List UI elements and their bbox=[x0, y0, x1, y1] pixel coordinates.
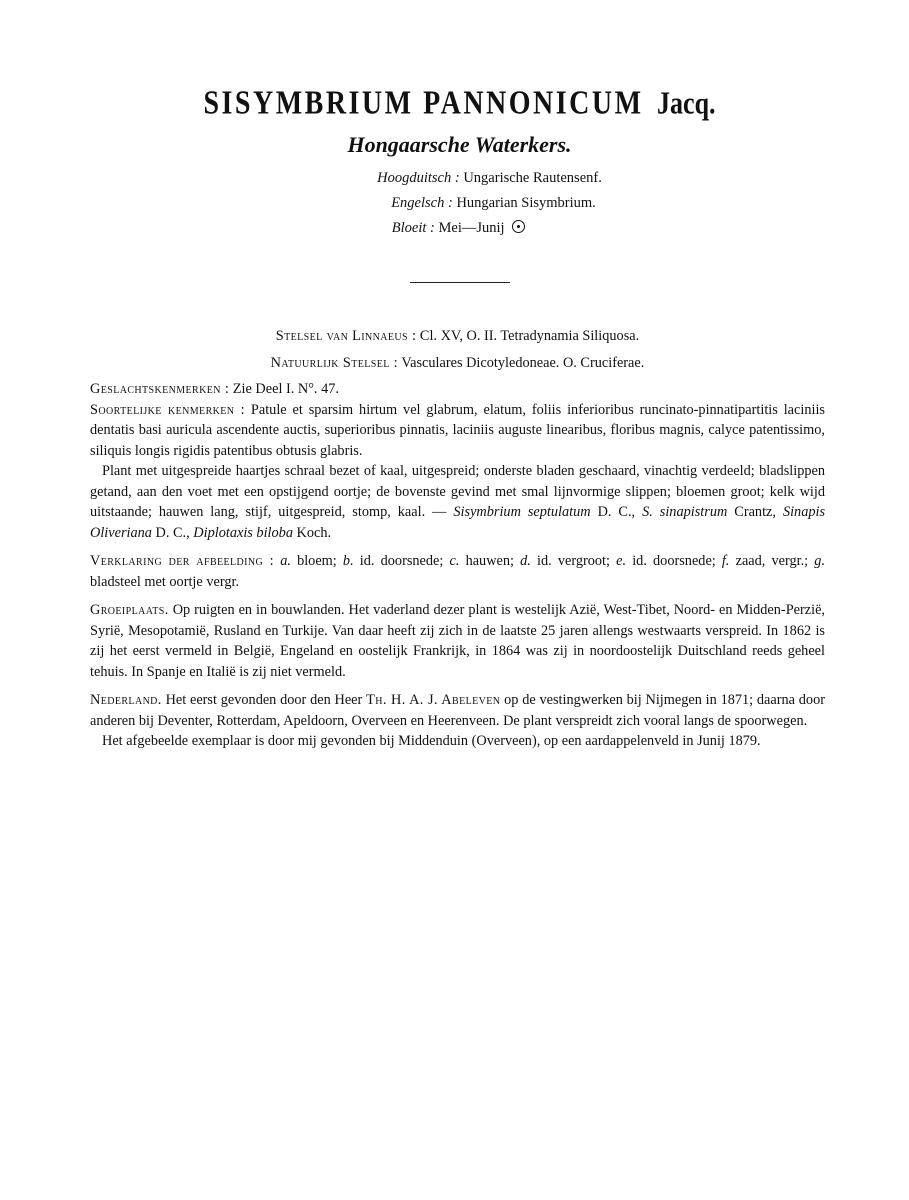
fig-c: c. bbox=[449, 553, 460, 569]
linnaeus-system bbox=[90, 326, 825, 347]
netherlands-label: Nederland. bbox=[90, 692, 162, 708]
species-label: Soortelijke kenmerken : bbox=[90, 401, 246, 418]
species-dutch: Plant met uitgespreide haartjes schraal bezet of kaal, uitgespreid; onderste bladen geschaard, vinachtig verdeeld; bladslippen getand, aan den voet met een opstijgend oortje; de bovenste gevind met smal lijnvormige slippen; bloemen groot; kelk wijd uitstaande; hauwen lang, stijf, uitgespreid, stomp, kaal. — bbox=[90, 463, 825, 520]
fig-e: e. bbox=[616, 553, 627, 569]
habitat-paragraph bbox=[90, 600, 825, 682]
title-main: SISYMBRIUM PANNONICUM bbox=[203, 84, 644, 122]
habitat-label: Groeiplaats. bbox=[90, 602, 169, 618]
netherlands-text-before: Het eerst gevonden door den Heer bbox=[165, 692, 363, 708]
synonym-1-author: D. C., bbox=[597, 504, 636, 520]
subtitle: Hongaarsche Waterkers. bbox=[347, 132, 572, 157]
specimen-text: Het afgebeelde exemplaar is door mij gevonden bij Middenduin (Overveen), op een aardappelenveld in Junij 1879. bbox=[102, 733, 761, 749]
netherlands-text-after: op de vestingwerken bij Nijmegen in 1871; daarna door anderen bij Deventer, Rotterdam, Apeldoorn, Overveen en Heerenveen. De plant verspreidt zich vooral langs de spoorwegen. bbox=[90, 692, 825, 729]
annual-sun-icon bbox=[512, 220, 525, 233]
species-characters-latin bbox=[90, 400, 825, 462]
english-label: Engelsch : bbox=[391, 195, 453, 211]
synonym-2: S. sinapistrum bbox=[642, 504, 728, 520]
figure-label: Verklaring der afbeelding : bbox=[90, 553, 275, 569]
german-name: Ungarische Rautensenf. bbox=[463, 170, 602, 186]
collector-name: Th. H. A. J. Abeleven bbox=[366, 692, 501, 708]
title-author: Jacq. bbox=[657, 86, 716, 121]
genus-value: Zie Deel I. N°. 47. bbox=[232, 381, 339, 397]
english-name-row bbox=[0, 191, 909, 216]
fig-a-text: bloem; bbox=[297, 553, 337, 569]
fig-e-text: id. doorsnede; bbox=[632, 553, 716, 569]
bloom-label: Bloeit : bbox=[391, 220, 435, 236]
figure-legend bbox=[90, 551, 825, 592]
fig-g-text: bladsteel met oortje vergr. bbox=[90, 573, 240, 590]
fig-d: d. bbox=[520, 553, 531, 569]
natural-value: Vasculares Dicotyledoneae. O. Cruciferae. bbox=[401, 354, 645, 371]
synonym-3-author: D. C., bbox=[155, 524, 190, 541]
linnaeus-label: Stelsel van Linnaeus : bbox=[275, 328, 417, 344]
synonym-1: Sisymbrium septulatum bbox=[453, 504, 591, 520]
divider bbox=[410, 282, 510, 283]
genus-label: Geslachtskenmerken : bbox=[90, 381, 230, 397]
netherlands-paragraph bbox=[90, 690, 825, 731]
habitat-text: Op ruigten en in bouwlanden. Het vaderland dezer plant is westelijk Azië, West-Tibet, Noord- en Midden-Perzië, Syrië, Mesopotamië, Rusland en Turkije. Van daar heeft zij zich in de laatste 25 jaren allengs westwaarts verspreid. In 1862 is zij het eerst vermeld in België, Engeland en oostelijk Frankrijk, in 1864 was zij in noordoostelijk Duitschland reeds geheel tehuis. In Spanje en Italië is zij niet vermeld. bbox=[90, 602, 825, 680]
bloom-value: Mei—Junij bbox=[438, 220, 505, 236]
german-label: Hoogduitsch : bbox=[377, 170, 460, 186]
page-title bbox=[0, 85, 909, 123]
fig-f: f. bbox=[721, 553, 730, 569]
vernacular-names bbox=[0, 166, 909, 241]
fig-b-text: id. doorsnede; bbox=[359, 553, 444, 569]
fig-d-text: id. vergroot; bbox=[537, 553, 610, 569]
specimen-paragraph bbox=[90, 731, 825, 752]
german-name-row bbox=[0, 166, 909, 191]
fig-c-text: hauwen; bbox=[465, 553, 514, 569]
synonym-4: Diplotaxis biloba bbox=[193, 524, 293, 541]
synonym-4-author: Koch. bbox=[296, 524, 332, 541]
natural-label: Natuurlijk Stelsel : bbox=[270, 354, 399, 371]
synonym-2-author: Crantz, bbox=[734, 504, 776, 520]
linnaeus-value: Cl. XV, O. II. Tetradynamia Siliquosa. bbox=[419, 328, 640, 344]
english-name: Hungarian Sisymbrium. bbox=[456, 195, 596, 211]
fig-b: b. bbox=[342, 553, 354, 569]
description-body bbox=[90, 326, 825, 752]
species-characters-dutch bbox=[90, 461, 825, 543]
header bbox=[0, 84, 909, 241]
fig-g: g. bbox=[814, 553, 826, 569]
genus-characters bbox=[90, 379, 825, 400]
species-latin: Patule et sparsim hirtum vel glabrum, elatum, foliis inferioribus runcinato-pinnatipartitis laciniis dentatis basi auricula ascendente auctis, superioribus pinnatis, laciniis auguste linearibus, floribus magnis, calyce patentissimo, siliquis longis rigidis patentibus obtusis glabris. bbox=[90, 401, 825, 459]
synonym-3: Sinapis Oliveriana bbox=[90, 504, 826, 541]
bloom-row bbox=[0, 216, 909, 241]
natural-system bbox=[90, 353, 825, 374]
fig-a: a. bbox=[280, 553, 291, 569]
fig-f-text: zaad, vergr.; bbox=[735, 553, 809, 569]
